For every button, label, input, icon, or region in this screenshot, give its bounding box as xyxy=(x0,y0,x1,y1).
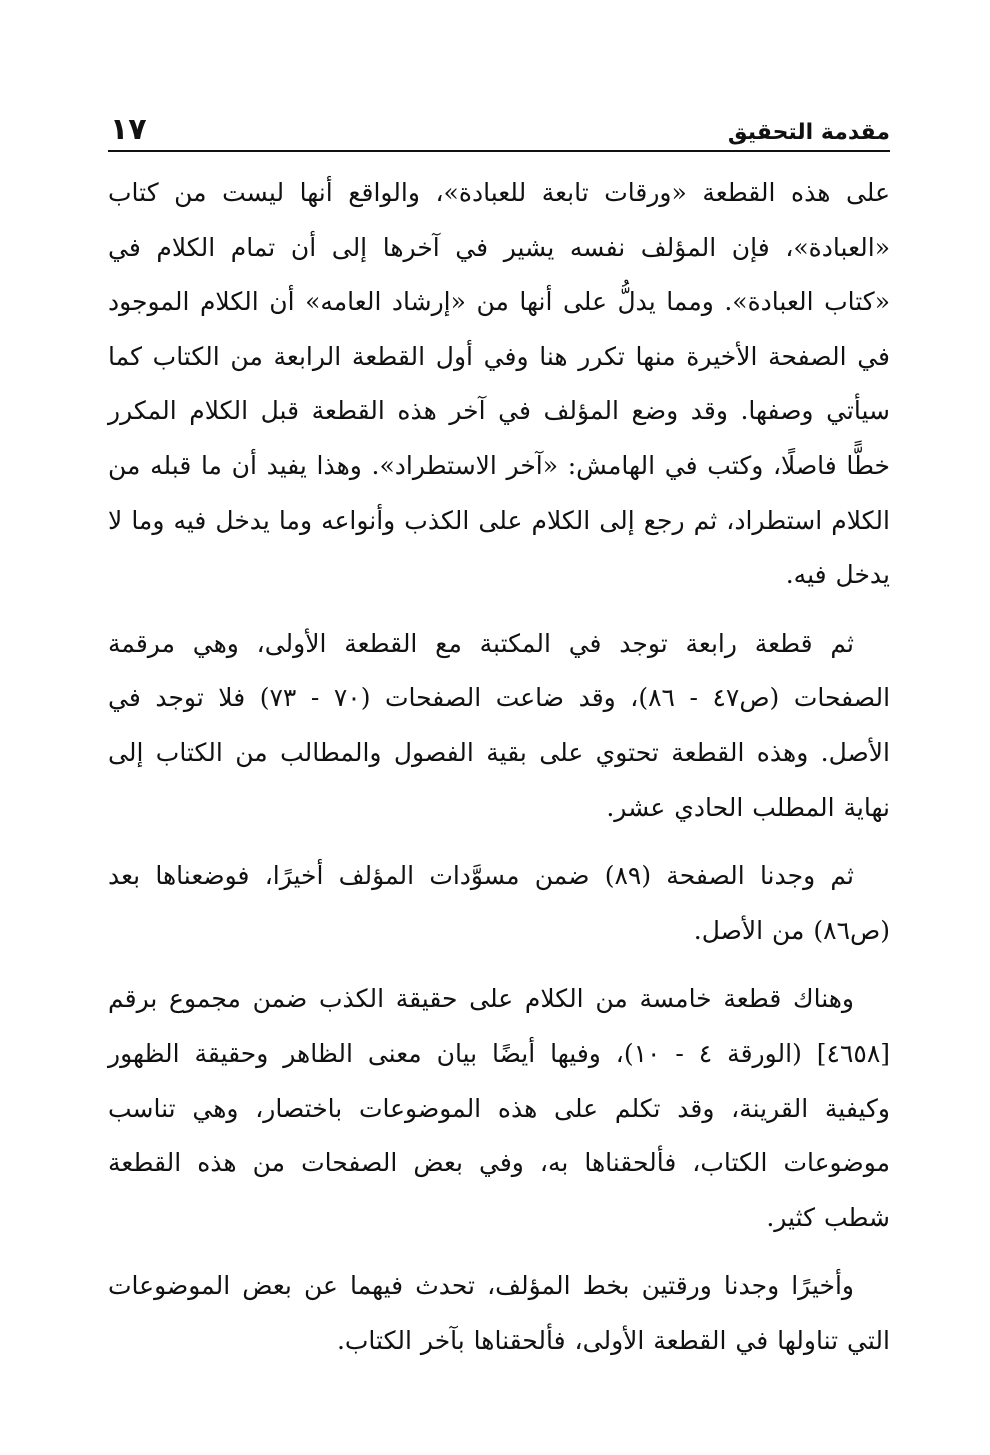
paragraph-fourth-piece: ثم قطعة رابعة توجد في المكتبة مع القطعة الأولى، وهي مرقمة الصفحات (ص٤٧ - ٨٦)، وقد ضاعت الصفحات (٧٠ - ٧٣) فلا توجد في الأصل. وهذه القطعة تحتوي على بقية الفصول والمطالب من الكتاب إلى نهاية المطلب الحادي عشر. xyxy=(108,628,891,822)
header-divider xyxy=(108,150,890,152)
paragraph-page-89: ثم وجدنا الصفحة (٨٩) ضمن مسوَّدات المؤلف أخيرًا، فوضعناها بعد (ص٨٦) من الأصل. xyxy=(108,861,890,945)
running-header xyxy=(108,112,890,152)
paragraph-continued: على هذه القطعة «ورقات تابعة للعبادة»، والواقع أنها ليست من كتاب «العبادة»، فإن المؤلف نفسه يشير في آخرها إلى أن تمام الكلام في «كتاب العبادة». ومما يدلُّ على أنها من «إرشاد العامه» أن الكلام الموجود في الصفحة الأخيرة منها تكرر هنا وفي أول القطعة الرابعة من الكتاب كما سيأتي وصفها. وقد وضع المؤلف في آخر هذه القطعة قبل الكلام المكرر خطًّا فاصلًا، وكتب في الهامش: «آخر الاستطراد». وهذا يفيد أن ما قبله من الكلام استطراد، ثم رجع إلى الكلام على الكذب وأنواعه وما يدخل فيه وما لا يدخل فيه. xyxy=(108,178,890,590)
paragraph-fifth-piece: وهناك قطعة خامسة من الكلام على حقيقة الكذب ضمن مجموع برقم [٤٦٥٨] (الورقة ٤ - ١٠)، وفيها أيضًا بيان معنى الظاهر وحقيقة الظهور وكيفية القرينة، وقد تكلم على هذه الموضوعات باختصار، وهي تناسب موضوعات الكتاب، فألحقناها به، وفي بعض الصفحات من هذه القطعة شطب كثير. xyxy=(108,984,891,1232)
page-number: ١٧ xyxy=(110,112,147,147)
body-text xyxy=(108,166,890,1368)
paragraph-final-leaves: وأخيرًا وجدنا ورقتين بخط المؤلف، تحدث فيهما عن بعض الموضوعات التي تناولها في القطعة الأولى، فألحقناها بآخر الكتاب. xyxy=(108,1271,890,1355)
running-header-title: مقدمة التحقيق xyxy=(727,120,890,145)
